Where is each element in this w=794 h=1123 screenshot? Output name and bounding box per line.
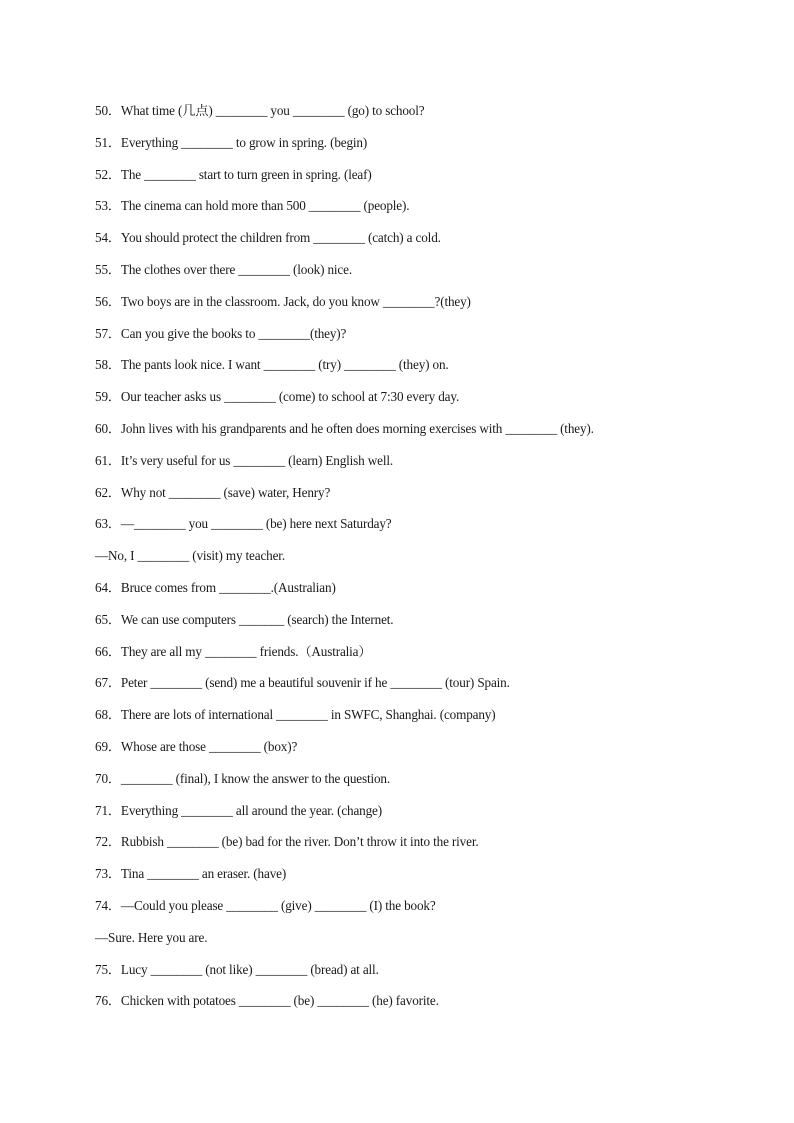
question-59: 59．Our teacher asks us ________ (come) to school at 7:30 every day. xyxy=(95,389,460,405)
question-50: 50．What time (几点) ________ you ________ (go) to school? xyxy=(95,103,425,118)
question-55: 55．The clothes over there ________ (look) nice. xyxy=(95,261,352,277)
question-63-reply: —No, I ________ (visit) my teacher. xyxy=(95,548,285,564)
question-60: 60．John lives with his grandparents and he often does morning exercises with ________ (they). xyxy=(95,420,594,436)
question-56: 56．Two boys are in the classroom. Jack, do you know ________?(they) xyxy=(95,293,471,309)
question-66: 66．They are all my ________ friends.（Australia） xyxy=(95,643,372,659)
question-58: 58．The pants look nice. I want ________ (try) ________ (they) on. xyxy=(95,357,449,373)
question-63: 63．—________ you ________ (be) here next Saturday? xyxy=(95,516,392,532)
question-73: 73．Tina ________ an eraser. (have) xyxy=(95,866,287,882)
question-52: 52．The ________ start to turn green in spring. (leaf) xyxy=(95,166,372,182)
question-62: 62．Why not ________ (save) water, Henry? xyxy=(95,484,331,500)
question-67: 67．Peter ________ (send) me a beautiful souvenir if he ________ (tour) Spain. xyxy=(95,675,510,691)
question-54: 54．You should protect the children from ________ (catch) a cold. xyxy=(95,230,441,246)
question-76: 76．Chicken with potatoes ________ (be) ________ (he) favorite. xyxy=(95,993,439,1009)
question-72: 72．Rubbish ________ (be) bad for the river. Don’t throw it into the river. xyxy=(95,834,479,850)
question-65: 65．We can use computers _______ (search) the Internet. xyxy=(95,611,394,627)
question-61: 61．It’s very useful for us ________ (learn) English well. xyxy=(95,452,394,468)
question-69: 69．Whose are those ________ (box)? xyxy=(95,738,298,754)
question-64: 64．Bruce comes from ________.(Australian) xyxy=(95,579,336,595)
question-74-reply: —Sure. Here you are. xyxy=(95,929,208,945)
question-57: 57．Can you give the books to ________(they)? xyxy=(95,325,347,341)
question-74: 74．—Could you please ________ (give) ________ (I) the book? xyxy=(95,897,436,913)
exercise-list xyxy=(95,101,775,1023)
question-70: 70．________ (final), I know the answer to the question. xyxy=(95,770,391,786)
question-51: 51．Everything ________ to grow in spring. (begin) xyxy=(95,134,368,150)
question-53: 53．The cinema can hold more than 500 ________ (people). xyxy=(95,198,410,214)
question-75: 75．Lucy ________ (not like) ________ (bread) at all. xyxy=(95,961,379,977)
question-71: 71．Everything ________ all around the year. (change) xyxy=(95,802,382,818)
question-68: 68．There are lots of international ________ in SWFC, Shanghai. (company) xyxy=(95,707,496,723)
